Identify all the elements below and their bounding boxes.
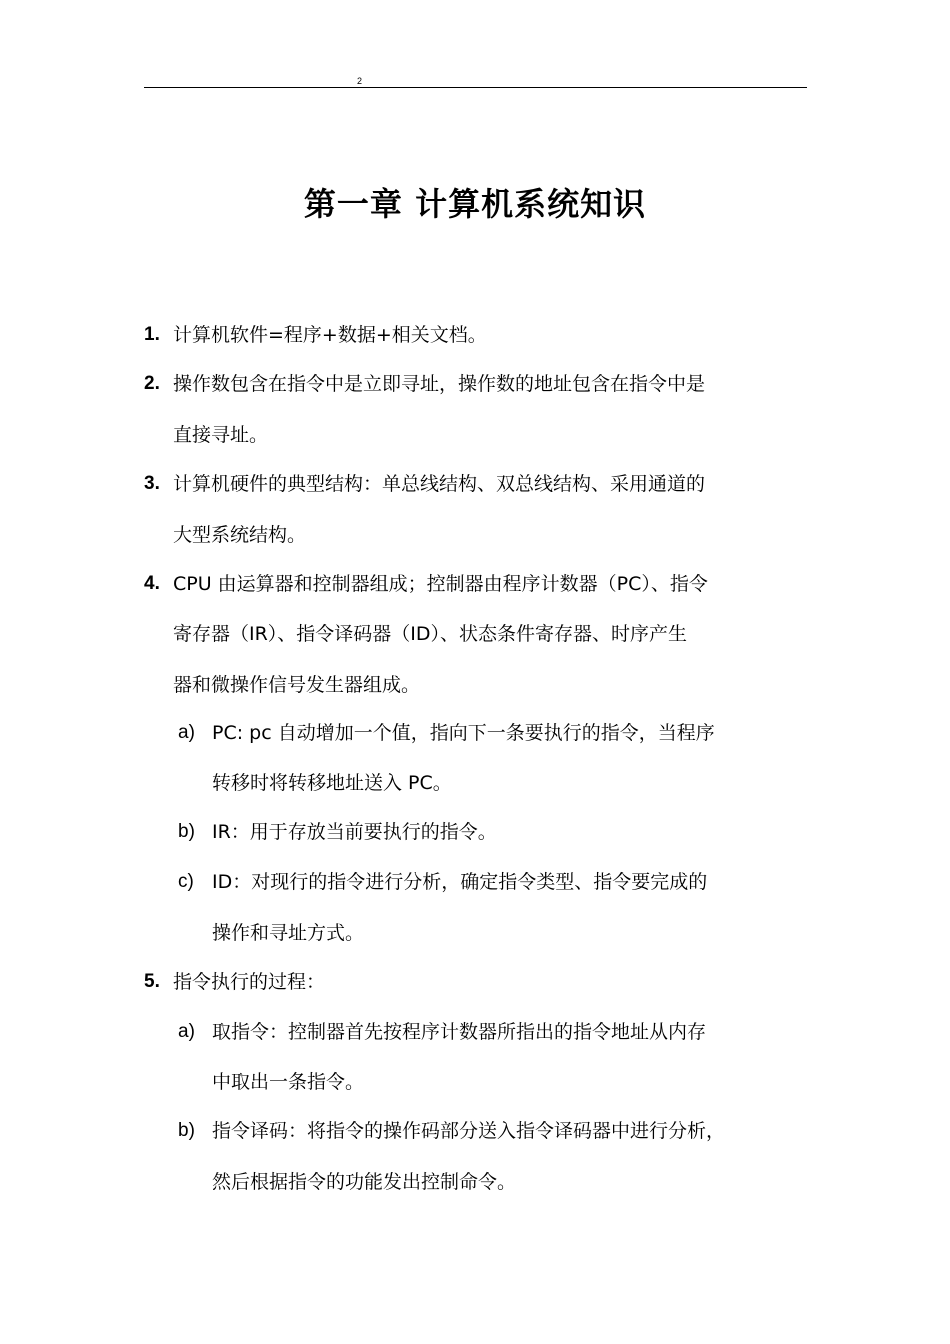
sub-list-text: PC: pc 自动增加一个值，指向下一条要执行的指令，当程序 bbox=[212, 722, 715, 744]
list-number: 1. bbox=[144, 324, 160, 345]
list-number: 2. bbox=[144, 373, 160, 394]
sub-list-text: 转移时将转移地址送入 PC。 bbox=[212, 772, 452, 794]
list-text: 计算机软件=程序+数据+相关文档。 bbox=[173, 324, 487, 346]
sub-list-text: 中取出一条指令。 bbox=[212, 1071, 365, 1093]
sub-list-text: 操作和寻址方式。 bbox=[212, 922, 365, 944]
list-text: 大型系统结构。 bbox=[173, 524, 307, 546]
list-text: 指令执行的过程： bbox=[173, 971, 326, 993]
list-number: 3. bbox=[144, 473, 160, 494]
sub-list-text: IR：用于存放当前要执行的指令。 bbox=[212, 821, 497, 843]
sub-list-text: ID：对现行的指令进行分析，确定指令类型、指令要完成的 bbox=[212, 871, 708, 893]
list-text: 直接寻址。 bbox=[173, 424, 269, 446]
sub-list-text: 取指令：控制器首先按程序计数器所指出的指令地址从内存 bbox=[212, 1021, 707, 1043]
chapter-title: 第一章 计算机系统知识 bbox=[303, 185, 647, 223]
sub-list-marker: a) bbox=[178, 1021, 195, 1042]
page-number: 2 bbox=[357, 76, 363, 86]
list-number: 4. bbox=[144, 573, 160, 594]
list-text: 寄存器（IR）、指令译码器（ID）、状态条件寄存器、时序产生 bbox=[173, 623, 688, 645]
sub-list-text: 然后根据指令的功能发出控制命令。 bbox=[212, 1171, 517, 1193]
list-number: 5. bbox=[144, 971, 160, 992]
sub-list-marker: c) bbox=[178, 871, 194, 892]
list-text: 计算机硬件的典型结构：单总线结构、双总线结构、采用通道的 bbox=[173, 473, 706, 495]
sub-list-marker: a) bbox=[178, 722, 195, 743]
sub-list-text: 指令译码：将指令的操作码部分送入指令译码器中进行分析， bbox=[212, 1120, 726, 1142]
header-rule bbox=[144, 87, 807, 88]
list-text: 操作数包含在指令中是立即寻址，操作数的地址包含在指令中是 bbox=[173, 373, 706, 395]
sub-list-marker: b) bbox=[178, 821, 195, 842]
list-text: CPU 由运算器和控制器组成；控制器由程序计数器（PC）、指令 bbox=[173, 573, 708, 595]
sub-list-marker: b) bbox=[178, 1120, 195, 1141]
list-text: 器和微操作信号发生器组成。 bbox=[173, 674, 421, 696]
